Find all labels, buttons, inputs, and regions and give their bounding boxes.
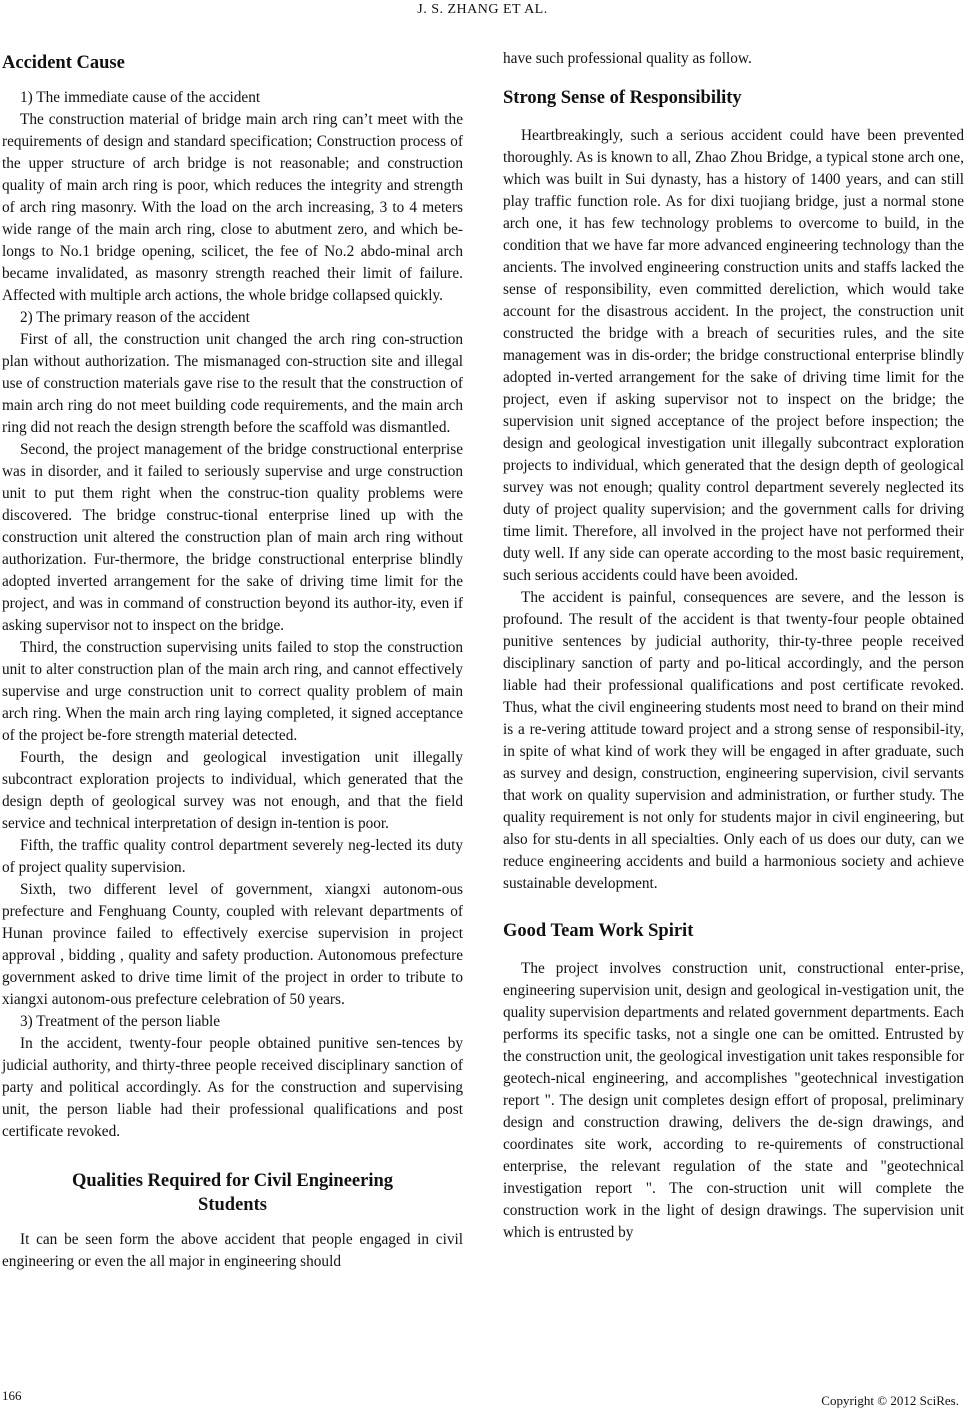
paragraph: Second, the project management of the bridge constructional enterprise was in disorder, and it failed to seriously supervise and urge construction unit to put them right when the construc-tion quality problems were discovered. The bridge construc-tional enterprise lined up with the construction unit altered the construction plan of main arch ring without authorization. Fur-thermore, the bridge constructional enterprise blindly adopted inverted arrangement for the sake of driving time limit for the project, and was in command of construction beyond its author-ity, even if asking supervisor not to inspect on the bridge. [2,441,463,634]
paragraph: The accident is painful, consequences are severe, and the lesson is profound. The result of the accident is that twenty-four people obtained punitive sentences by judicial authority, thir-ty-three people received disciplinary sanction of party and po-litical accordingly, and the person liable had their professional qualifications and post certificate revoked. Thus, what the civil engineering students most need to brand on their mind is a re-vering attitude toward project and a strong sense of responsibil-ity, in spite of what kind of work they will be engaged in after graduate, such as survey and design, construction, engineering supervision, civil servants that work on quality supervision and administration, or further study. The quality requirement is not only for students major in civil engineering, but also for stu-dents in all specialties. Only each of us does our duty, can we reduce engineering accidents and build a harmonious society and achieve sustainable development. [503,589,964,892]
paragraph: 1) The immediate cause of the accident [20,89,261,106]
right-column [503,48,964,1244]
section-heading-responsibility: Strong Sense of Responsibility [503,88,742,108]
paragraph: Fourth, the design and geological investigation unit illegally subcontract exploration projects to individual, which generated that the design depth of geological survey was not enough, and that the field service and technical interpretation of design in-tention is poor. [2,749,463,832]
section-heading-accident-cause: Accident Cause [2,53,125,73]
paragraph: In the accident, twenty-four people obtained punitive sen-tences by judicial authority, and thirty-three people received disciplinary sanction of party and political accordingly. As for the construction and supervising unit, the person liable had their professional qualifications and post certificate revoked. [2,1035,463,1140]
section-heading-qualities-line2: Students [198,1195,267,1215]
paragraph: have such professional quality as follow. [503,50,752,67]
paragraph: It can be seen form the above accident that people engaged in civil engineering or even the all major in engineering should [2,1231,463,1270]
paragraph: 2) The primary reason of the accident [20,309,250,326]
paragraph: The project involves construction unit, constructional enter-prise, engineering supervision unit, design and geological in-vestigation unit, the quality supervision departments and related government departments. Each performs its specific tasks, not a single one can be omitted. Entrusted by the construction unit, the geological investigation unit takes responsible for geotech-nical engineering, and accomplishes "geotechnical investigation report ". The design unit completes design effort of proposal, preliminary design and construction drawing, delivers the de-sign drawings, and coordinates site work, according to re-quirements of constructional enterprise, the relevant regulation of the state and "geotechnical investigation report ". The con-struction unit will complete the construction work in the light of design drawings. The supervision unit which is entrusted by [503,960,964,1241]
paragraph: The construction material of bridge main arch ring can’t meet with the requirements of design and standard specification; Construction process of the upper structure of arch bridge is not reasonable; and construction quality of main arch ring is poor, which reduces the integrity and strength of arch ring masonry. With the load on the arch increasing, 3 to 4 meters wide range of the main arch ring, close to abutment zero, and which be-longs to No.1 bridge opening, scilicet, the fee of No.2 abdo-minal arch became invalidated, as masonry strength reached their limit of failure. Affected with multiple arch actions, the whole bridge collapsed quickly. [2,111,463,304]
running-header: J. S. ZHANG ET AL. [417,2,548,17]
section-heading-team-work: Good Team Work Spirit [503,921,694,941]
paragraph: First of all, the construction unit changed the arch ring con-struction plan without authorization. The mismanaged con-struction site and illegal use of construction materials gave rise to the result that the construction of main arch ring do not meet building code requirements, and the main arch ring did not reach the design strength before the scaffold was dismantled. [2,331,463,436]
page-number: 166 [2,1388,22,1403]
copyright-notice: Copyright © 2012 SciRes. [821,1393,959,1408]
paragraph: 3) Treatment of the person liable [20,1013,221,1030]
paragraph: Fifth, the traffic quality control department severely neg-lected its duty of project quality supervision. [2,837,463,876]
paragraph: Third, the construction supervising units failed to stop the construction unit to alter construction plan of the main arch ring, and cannot effectively supervise and urge construction unit to correct quality problem of main arch ring. When the main arch ring laying completed, it signed acceptance of the project be-fore strength material detected. [2,639,463,744]
paragraph: Heartbreakingly, such a serious accident could have been prevented thoroughly. As is known to all, Zhao Zhou Bridge, a typical stone arch one, which was built in Sui dynasty, has a history of 1400 years, and can still play traffic function role. As for dixi tuojiang bridge, just a normal stone arch one, it has few technology problems to overcome to build, in the condition that we have far more advanced engineering technology than the ancients. The involved engineering construction units and staffs lacked the sense of responsibility, even committed dereliction, which would take account for the disastrous accident. In the project, the construction unit constructed the bridge with a breach of securities rules, and the site management was in dis-order; the bridge constructional enterprise blindly adopted in-verted arrangement for the sake of driving time limit for the project, even if asking supervisor not to inspect on the bridge; the supervision unit signed acceptance of the project before inspection; the design and geological investigation unit illegally subcontract exploration projects to individual, which generated that the design depth of geological survey was not enough; quality control department severely neglected its duty of project quality supervision; and the government calls for driving time limit. Therefore, all involved in the project have not performed their duty well. If any side can operate according to the most basic requirement, such serious accidents could have been avoided. [503,127,964,584]
paragraph: Sixth, two different level of government, xiangxi autonom-ous prefecture and Fenghuang County, coupled with relevant departments of Hunan province failed to effectively exercise supervision in project approval , bidding , quality and safety production. Autonomous prefecture government asked to drive time limit of the project in order to tribute to xiangxi autonom-ous prefecture celebration of 50 years. [2,881,463,1008]
left-column [2,48,463,1273]
section-heading-qualities-line1: Qualities Required for Civil Engineering [71,1171,394,1191]
